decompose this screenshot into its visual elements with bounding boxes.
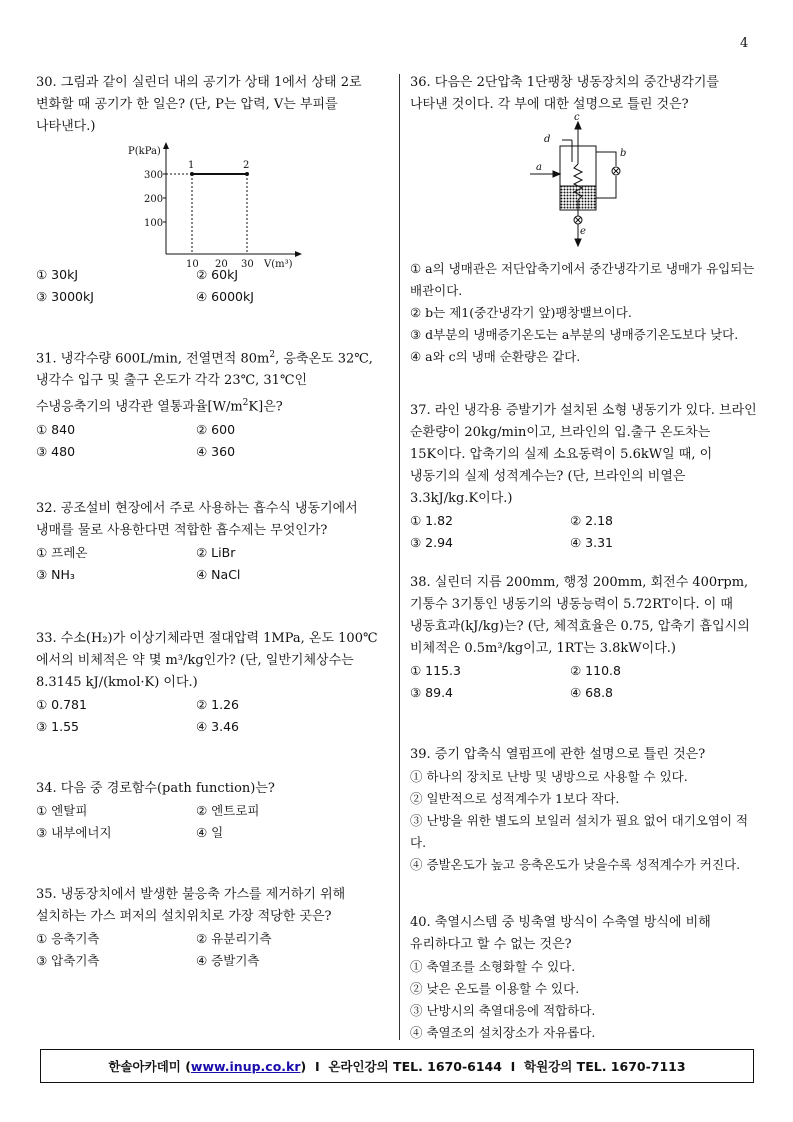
option[interactable]: ④ a와 c의 냉매 순환량은 같다. xyxy=(410,349,581,364)
option[interactable]: ④ 증발기측 xyxy=(196,953,260,968)
option[interactable]: ② 엔트로피 xyxy=(196,803,260,818)
question-33-options xyxy=(36,694,384,738)
stem-part: , 응축온도 32℃, 냉각수 입구 및 출구 온도가 각각 23℃, 31℃인 수냉응축기의 냉각관 열통과율[W/m xyxy=(36,351,373,415)
question-37 xyxy=(410,400,758,554)
question-35-stem: 35. 냉동장치에서 발생한 불응축 가스를 제거하기 위해 설치하는 가스 퍼저의 설치위치로 가장 적당한 곳은? xyxy=(36,887,346,924)
footer-banner xyxy=(40,1049,754,1083)
pv-graph xyxy=(36,142,384,270)
option[interactable]: ③ 1.55 xyxy=(36,719,80,734)
question-39-stem: 39. 증기 압축식 열펌프에 관한 설명으로 틀린 것은? xyxy=(410,747,706,762)
option[interactable]: ② 600 xyxy=(196,421,236,437)
intercooler-diagram xyxy=(410,112,758,252)
question-40-options xyxy=(410,956,758,1044)
option[interactable]: ① 프레온 xyxy=(36,545,88,560)
pv-graph-svg xyxy=(36,142,336,270)
graph-ylabel: P(kPa) xyxy=(128,146,161,157)
label-b: b xyxy=(620,148,627,159)
option[interactable]: ④ 일 xyxy=(196,825,224,840)
question-38-stem: 38. 실린더 지름 200mm, 행정 200mm, 회전수 400rpm, 기통수 3기통인 냉동기의 냉동능력이 5.72RT이다. 이 때 냉동효과(kJ/kg)는? (단, 체적효율은 0.75, 압축기 흡입시의 비체적은 0.5m³/kg이고, 1RT는 3.8kW이다.) xyxy=(410,575,750,656)
option[interactable]: ① 응축기측 xyxy=(36,931,100,946)
option[interactable]: ① 840 xyxy=(36,421,76,437)
option[interactable]: ① 엔탈피 xyxy=(36,803,88,818)
option[interactable]: ① 1.82 xyxy=(410,513,454,528)
option[interactable]: ③ 480 xyxy=(36,443,76,459)
question-34-options xyxy=(36,800,384,844)
question-39-options xyxy=(410,766,758,876)
label-a: a xyxy=(536,162,542,173)
question-40 xyxy=(410,912,758,1044)
option[interactable]: ③ 89.4 xyxy=(410,685,454,700)
option[interactable]: ④ 6000kJ xyxy=(196,289,254,304)
option[interactable]: ④ 3.46 xyxy=(196,719,240,734)
option[interactable]: ④ 축열조의 설치장소가 자유롭다. xyxy=(410,1025,596,1040)
option[interactable]: ① 축열조를 소형화할 수 있다. xyxy=(410,959,576,974)
option[interactable]: ② b는 제1(중간냉각기 앞)팽창밸브이다. xyxy=(410,305,632,320)
option[interactable]: ② 낮은 온도를 이용할 수 있다. xyxy=(410,981,580,996)
question-31-options xyxy=(36,419,384,463)
question-40-stem: 40. 축열시스템 중 빙축열 방식이 수축열 방식에 비해 유리하다고 할 수 없는 것은? xyxy=(410,915,711,952)
question-30 xyxy=(36,72,384,308)
intercooler-diagram-svg xyxy=(410,112,758,252)
label-e: e xyxy=(580,226,586,237)
option[interactable]: ③ 3000kJ xyxy=(36,289,94,304)
question-32-options xyxy=(36,542,384,586)
page-number: 4 xyxy=(740,36,749,51)
option[interactable]: ④ 360 xyxy=(196,443,236,459)
stem-sup: 2 xyxy=(269,350,276,360)
option[interactable]: ④ NaCl xyxy=(196,567,241,582)
graph-ytick-100: 100 xyxy=(144,218,164,229)
footer-url-link[interactable]: www.inup.co.kr xyxy=(190,1058,301,1074)
question-32-stem: 32. 공조설비 현장에서 주로 사용하는 흡수식 냉동기에서 냉매를 물로 사용한다면 적합한 흡수제는 무엇인가? xyxy=(36,501,358,538)
question-38-options xyxy=(410,660,758,704)
option[interactable]: ④ 3.31 xyxy=(570,535,614,550)
question-37-stem: 37. 라인 냉각용 증발기가 설치된 소형 냉동기가 있다. 브라인 순환량이 20kg/min이고, 브라인의 입.출구 온도차는 15K이다. 압축기의 실제 소요동력이 5.6kW일 때, 이 냉동기의 실제 성적계수는? (단, 브라인의 비열은 3.3kJ/kg.K이다.) xyxy=(410,403,757,506)
stem-part: K]은? xyxy=(248,399,283,415)
footer-academy: 한솔아카데미 ( xyxy=(108,1059,191,1074)
question-33 xyxy=(36,628,384,738)
graph-ytick-200: 200 xyxy=(144,194,164,205)
question-35 xyxy=(36,884,384,972)
question-30-options xyxy=(36,264,384,308)
footer-separator: I xyxy=(501,1058,525,1074)
graph-point-1: 1 xyxy=(188,160,195,171)
question-31-stem xyxy=(36,344,384,419)
graph-xtick-20: 20 xyxy=(215,259,228,270)
option[interactable]: ③ 내부에너지 xyxy=(36,825,112,840)
option[interactable]: ② 1.26 xyxy=(196,697,240,712)
stem-part: 31. 냉각수량 600L/min, 전열면적 80m xyxy=(36,351,270,367)
option[interactable]: ② 2.18 xyxy=(570,513,614,528)
option[interactable]: ③ NH₃ xyxy=(36,567,75,582)
option[interactable]: ② 110.8 xyxy=(570,663,621,678)
question-36-stem: 36. 다음은 2단압축 1단팽창 냉동장치의 중간냉각기를 나타낸 것이다. 각 부에 대한 설명으로 틀린 것은? xyxy=(410,75,720,112)
option[interactable]: ④ 증발온도가 높고 응축온도가 낮을수록 성적계수가 커진다. xyxy=(410,857,741,872)
question-34 xyxy=(36,778,384,844)
option[interactable]: ② 일반적으로 성적계수가 1보다 작다. xyxy=(410,791,620,806)
label-c: c xyxy=(574,112,580,123)
graph-ytick-300: 300 xyxy=(144,170,164,181)
question-30-stem: 30. 그림과 같이 실린더 내의 공기가 상태 1에서 상태 2로 변화할 때 공기가 한 일은? (단, P는 압력, V는 부피를 나타낸다.) xyxy=(36,75,362,134)
option[interactable]: ④ 68.8 xyxy=(570,685,614,700)
stem-sup: 2 xyxy=(242,398,249,409)
graph-xtick-10: 10 xyxy=(186,259,199,270)
option[interactable]: ① 30kJ xyxy=(36,267,79,282)
question-33-stem: 33. 수소(H₂)가 이상기체라면 절대압력 1MPa, 온도 100℃에서의 비체적은 약 몇 m³/kg인가? (단, 일반기체상수는 8.3145 kJ/(kmol·K) 이다.) xyxy=(36,631,378,690)
option[interactable]: ① a의 냉매관은 저단압축기에서 중간냉각기로 냉매가 유입되는 배관이다. xyxy=(410,261,755,298)
option[interactable]: ② LiBr xyxy=(196,545,236,560)
question-36-options xyxy=(410,258,758,368)
column-divider xyxy=(399,74,400,1040)
question-31 xyxy=(36,344,384,463)
option[interactable]: ② 유분리기측 xyxy=(196,931,272,946)
label-d: d xyxy=(544,134,551,145)
option[interactable]: ③ 난방시의 축열대응에 적합하다. xyxy=(410,1003,596,1018)
question-38 xyxy=(410,572,758,704)
footer-online-tel: 온라인강의 TEL. 1670-6144 xyxy=(328,1059,502,1074)
footer-offline-tel: 학원강의 TEL. 1670-7113 xyxy=(524,1059,686,1074)
option[interactable]: ③ 압축기측 xyxy=(36,953,100,968)
question-39 xyxy=(410,744,758,876)
option[interactable]: ① 0.781 xyxy=(36,697,87,712)
graph-point-2: 2 xyxy=(243,160,250,171)
option[interactable]: ③ 난방을 위한 별도의 보일러 설치가 필요 없어 대기오염이 적다. xyxy=(410,813,749,850)
question-34-stem: 34. 다음 중 경로함수(path function)는? xyxy=(36,781,275,796)
option[interactable]: ① 115.3 xyxy=(410,663,461,678)
question-37-options xyxy=(410,510,758,554)
option[interactable]: ③ d부분의 냉매증기온도는 a부분의 냉매증기온도보다 낮다. xyxy=(410,327,739,342)
footer-separator: I xyxy=(306,1058,329,1074)
option[interactable]: ③ 2.94 xyxy=(410,535,454,550)
option[interactable]: ② 60kJ xyxy=(196,267,239,282)
footer-paren: ) xyxy=(300,1058,307,1074)
question-36 xyxy=(410,72,758,368)
option[interactable]: ① 하나의 장치로 난방 및 냉방으로 사용할 수 있다. xyxy=(410,769,688,784)
question-32 xyxy=(36,498,384,586)
graph-xtick-30: 30 xyxy=(241,259,254,270)
question-35-options xyxy=(36,928,384,972)
graph-xlabel: V(m³) xyxy=(264,259,293,270)
